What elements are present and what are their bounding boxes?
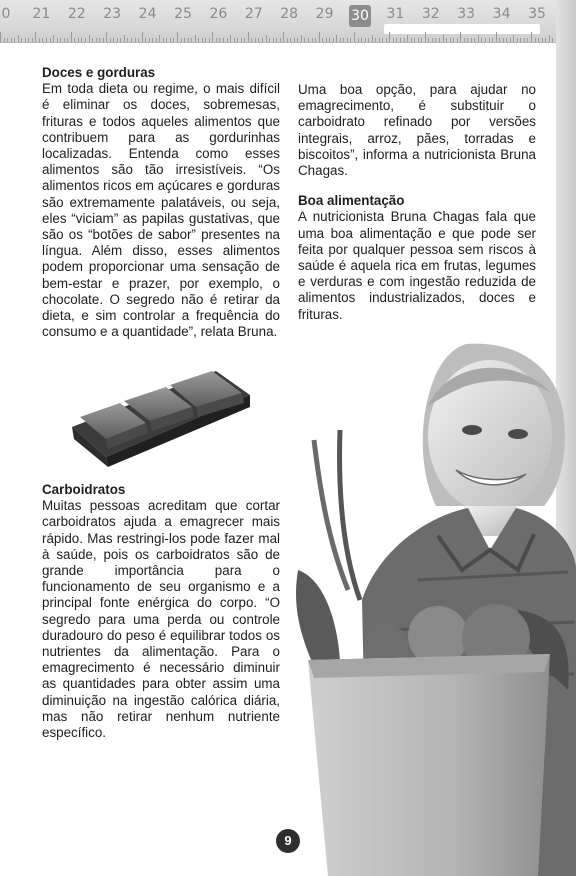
ruler-tick: [269, 38, 270, 42]
ruler-number: 27: [244, 6, 263, 22]
ruler-tick: [216, 38, 217, 42]
ruler-tick: [237, 38, 238, 42]
ruler-tick: [251, 38, 252, 42]
ruler-tick: [312, 38, 313, 42]
ruler-tick: [149, 38, 150, 42]
ruler-tick: [425, 32, 426, 42]
ruler-tick: [527, 38, 528, 42]
ruler-tick: [230, 35, 231, 42]
ruler-tick: [71, 32, 72, 42]
ruler-tick: [202, 38, 203, 42]
ruler-number: 0: [1, 6, 11, 22]
ruler-tick: [350, 38, 351, 42]
ruler-tick: [368, 38, 369, 42]
ruler-tick: [372, 35, 373, 42]
ruler-tick: [552, 38, 553, 42]
ruler-tick: [234, 38, 235, 42]
ruler-tick: [53, 35, 54, 42]
ruler-tick: [517, 38, 518, 42]
ruler-tick: [457, 38, 458, 42]
ruler-number: 21: [32, 6, 51, 22]
ruler-tick: [439, 38, 440, 42]
ruler-tick: [489, 38, 490, 42]
ruler-tick: [308, 38, 309, 42]
ruler-tick: [138, 38, 139, 42]
ruler-tick: [340, 38, 341, 42]
ruler-number: 26: [209, 6, 228, 22]
ruler-tick: [113, 38, 114, 42]
ruler-tick: [0, 32, 1, 42]
section-right-column: [298, 82, 536, 323]
ruler-tick: [389, 32, 390, 42]
ruler-tick: [181, 38, 182, 42]
ruler-tick: [92, 38, 93, 42]
ruler-tick: [524, 38, 525, 42]
ruler-number: 29: [315, 6, 334, 22]
ruler-number: 23: [103, 6, 122, 22]
ruler-tick: [393, 38, 394, 42]
ruler-tick: [39, 38, 40, 42]
ruler-tick: [127, 38, 128, 42]
ruler-tick: [188, 38, 189, 42]
ruler-tick: [319, 32, 320, 42]
ruler-tick: [166, 38, 167, 42]
ruler-tick: [106, 32, 107, 42]
ruler-tick: [28, 38, 29, 42]
ruler-tick: [404, 38, 405, 42]
ruler-tick: [443, 35, 444, 42]
ruler-tick: [411, 38, 412, 42]
ruler-tick: [170, 38, 171, 42]
body-opcao: Uma boa opção, para ajudar no emagrecimento, é substituir o carboidrato refinado por versões integrais, arroz, pães, torradas e biscoitos”, informa a nutricionista Bruna Chagas.: [298, 82, 536, 179]
ruler-tick: [89, 35, 90, 42]
ruler-tick: [343, 38, 344, 42]
ruler-tick: [258, 38, 259, 42]
ruler-tick: [81, 38, 82, 42]
ruler-tick: [386, 38, 387, 42]
ruler-number: 34: [492, 6, 511, 22]
section-carboidratos: [42, 482, 280, 741]
ruler-tick: [365, 38, 366, 42]
ruler-tick: [46, 38, 47, 42]
ruler-tick: [326, 38, 327, 42]
ruler-tick: [223, 38, 224, 42]
ruler-tick: [538, 38, 539, 42]
ruler-tick: [333, 38, 334, 42]
ruler-tick: [481, 38, 482, 42]
ruler-tick: [329, 38, 330, 42]
section-doces: [42, 65, 280, 340]
heading-boa-alimentacao: Boa alimentação: [298, 193, 405, 209]
ruler-tick: [506, 38, 507, 42]
ruler-tick: [474, 38, 475, 42]
ruler-tick: [85, 38, 86, 42]
ruler-tick: [407, 35, 408, 42]
ruler-number: 22: [67, 6, 86, 22]
ruler-number: 28: [280, 6, 299, 22]
ruler-tick: [276, 38, 277, 42]
ruler-highlight-bar: [384, 24, 540, 34]
ruler-tick: [64, 38, 65, 42]
ruler-tick: [219, 38, 220, 42]
ruler-tick: [453, 38, 454, 42]
ruler-tick: [244, 38, 245, 42]
page-ruler: [0, 0, 556, 43]
ruler-tick: [450, 38, 451, 42]
ruler-tick: [304, 38, 305, 42]
ruler-tick: [485, 38, 486, 42]
ruler-tick: [542, 38, 543, 42]
ruler-tick: [103, 38, 104, 42]
ruler-tick: [124, 35, 125, 42]
body-carboidratos: Muitas pessoas acreditam que cortar carboidratos ajuda a emagrecer mais rápido. Mas restringi-los pode fazer mal à saúde, pois os carboidratos são de grande importância para o funcionamento de seu organismo e a principal fonte enérgica do corpo. “O segredo para uma perda ou controle duradouro do peso é equilibrar todos os nutrientes da alimentação. Para o emagrecimento é necessário diminuir as quantidades para obter assim uma diminuição na ingestão calórica diária, mas não retirar nenhum nutriente específico.: [42, 498, 280, 741]
ruler-tick: [99, 38, 100, 42]
ruler-tick: [42, 38, 43, 42]
ruler-tick: [535, 38, 536, 42]
body-doces: Em toda dieta ou regime, o mais difícil é eliminar os doces, sobremesas, frituras e todos aqueles alimentos que contribuem para as gordurinhas localizadas. Entenda como esses alimentos são tão irresistíveis. “Os alimentos ricos em açúcares e gorduras são extremamente palatáveis, ou seja, eles “viciam” as papilas gustativas, que são os “botões de sabor” presentes na língua. Além disso, esses alimentos podem proporcionar uma sensação de bem-estar e prazer, por exemplo, o chocolate. O segredo não é retirar da dieta, e sim controlar a frequência do consumo e a quantidade”, relata Bruna.: [42, 81, 280, 340]
ruler-tick: [464, 38, 465, 42]
ruler-tick: [110, 38, 111, 42]
ruler-tick: [294, 38, 295, 42]
ruler-tick: [163, 38, 164, 42]
ruler-tick: [18, 35, 19, 42]
ruler-tick: [67, 38, 68, 42]
ruler-number: 31: [386, 6, 405, 22]
ruler-tick: [25, 38, 26, 42]
ruler-tick: [156, 38, 157, 42]
ruler-tick: [273, 38, 274, 42]
ruler-tick: [117, 38, 118, 42]
ruler-tick: [241, 38, 242, 42]
ruler-tick: [499, 38, 500, 42]
ruler-tick: [478, 35, 479, 42]
ruler-number: 33: [457, 6, 476, 22]
ruler-tick: [545, 38, 546, 42]
ruler-number: 35: [528, 6, 546, 22]
ruler-tick: [227, 38, 228, 42]
ruler-tick: [191, 38, 192, 42]
ruler-tick: [60, 38, 61, 42]
ruler-tick: [382, 38, 383, 42]
ruler-tick: [96, 38, 97, 42]
ruler-tick: [421, 38, 422, 42]
ruler-tick: [435, 38, 436, 42]
ruler-tick: [212, 32, 213, 42]
ruler-tick: [428, 38, 429, 42]
ruler-tick: [14, 38, 15, 42]
heading-doces: Doces e gorduras: [42, 65, 156, 80]
ruler-tick: [74, 38, 75, 42]
ruler-tick: [520, 38, 521, 42]
ruler-tick: [315, 38, 316, 42]
ruler-tick: [120, 38, 121, 42]
ruler-tick: [11, 38, 12, 42]
ruler-tick: [195, 35, 196, 42]
ruler-tick: [7, 38, 8, 42]
ruler-tick: [283, 32, 284, 42]
ruler-tick: [347, 38, 348, 42]
ruler-tick: [184, 38, 185, 42]
ruler-tick: [446, 38, 447, 42]
ruler-number: 30: [349, 5, 371, 27]
page-number: 9: [276, 829, 300, 853]
ruler-number: 24: [138, 6, 157, 22]
ruler-tick: [396, 38, 397, 42]
ruler-tick: [513, 35, 514, 42]
ruler-tick: [287, 38, 288, 42]
ruler-tick: [467, 38, 468, 42]
woman-with-grocery-bag-image: [268, 340, 576, 876]
ruler-tick: [57, 38, 58, 42]
body-boa-alimentacao: A nutricionista Bruna Chagas fala que uma boa alimentação e que pode ser feita por qualquer pessoa sem riscos à saúde é aquela rica em frutas, legumes e verduras e com ingestão reduzida de alimentos industrializados, doces e frituras.: [298, 209, 536, 322]
heading-carboidratos: Carboidratos: [42, 482, 126, 497]
ruler-tick: [354, 32, 355, 42]
ruler-tick: [471, 38, 472, 42]
ruler-tick: [375, 38, 376, 42]
ruler-tick: [358, 38, 359, 42]
ruler-tick: [492, 38, 493, 42]
ruler-tick: [145, 38, 146, 42]
ruler-tick: [142, 32, 143, 42]
ruler-tick: [336, 35, 337, 42]
ruler-tick: [32, 38, 33, 42]
ruler-tick: [159, 35, 160, 42]
ruler-tick: [177, 32, 178, 42]
ruler-tick: [361, 38, 362, 42]
ruler-tick: [21, 38, 22, 42]
ruler-tick: [173, 38, 174, 42]
ruler-tick: [400, 38, 401, 42]
ruler-tick: [255, 38, 256, 42]
ruler-tick: [209, 38, 210, 42]
ruler-tick: [50, 38, 51, 42]
ruler-tick: [248, 32, 249, 42]
ruler-tick: [4, 38, 5, 42]
ruler-tick: [205, 38, 206, 42]
ruler-tick: [78, 38, 79, 42]
ruler-tick: [510, 38, 511, 42]
chocolate-image: [66, 365, 256, 470]
ruler-tick: [301, 35, 302, 42]
ruler-number: 25: [174, 6, 192, 22]
ruler-tick: [131, 38, 132, 42]
ruler-tick: [418, 38, 419, 42]
ruler-tick: [198, 38, 199, 42]
ruler-tick: [297, 38, 298, 42]
ruler-tick: [280, 38, 281, 42]
ruler-tick: [432, 38, 433, 42]
ruler-tick: [379, 38, 380, 42]
ruler-tick: [503, 38, 504, 42]
ruler-tick: [266, 35, 267, 42]
ruler-tick: [322, 38, 323, 42]
ruler-tick: [414, 38, 415, 42]
ruler-tick: [135, 38, 136, 42]
ruler-tick: [549, 35, 550, 42]
ruler-number: 32: [421, 6, 440, 22]
ruler-tick: [262, 38, 263, 42]
ruler-tick: [460, 32, 461, 42]
ruler-tick: [290, 38, 291, 42]
ruler-tick: [35, 32, 36, 42]
ruler-tick: [152, 38, 153, 42]
ruler-tick: [531, 32, 532, 42]
ruler-tick: [496, 32, 497, 42]
